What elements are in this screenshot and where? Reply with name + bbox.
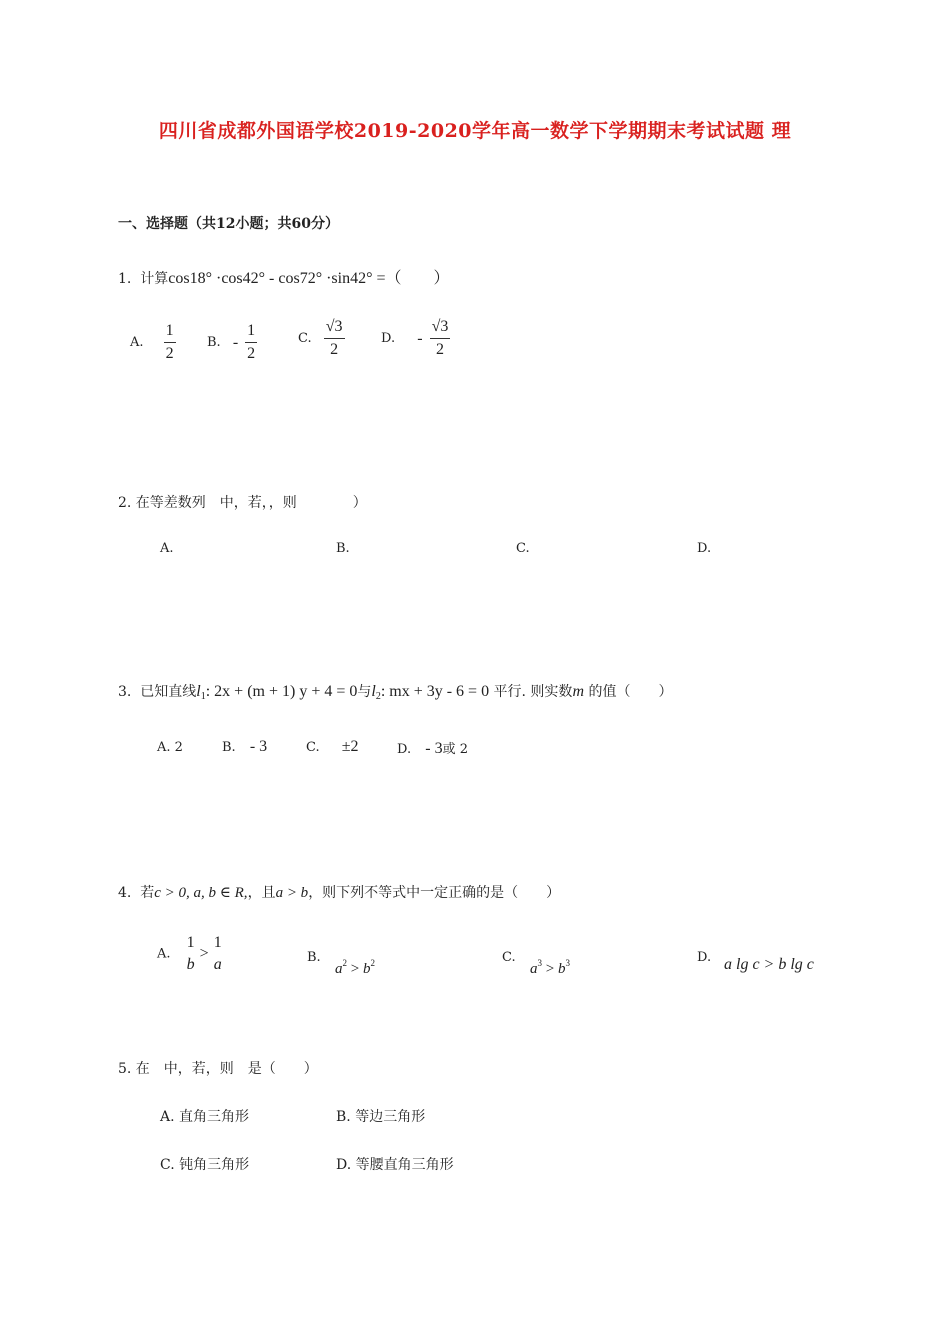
numerator: √3 (325, 318, 343, 335)
question-number: 1. (118, 271, 132, 287)
denominator: 2 (324, 338, 345, 359)
numerator: 1 (213, 934, 222, 951)
denominator: b (186, 956, 195, 973)
fraction (245, 322, 257, 363)
option-label: D. (381, 331, 396, 346)
denominator: a (213, 956, 222, 973)
connector-text: 与 (357, 684, 372, 700)
numerator: 1 (186, 934, 195, 951)
line-l1: l (196, 683, 201, 700)
question-1 (118, 265, 450, 288)
fraction (185, 934, 197, 974)
connector-text: ，且 (247, 885, 276, 901)
option-tail: 或 2 (442, 742, 468, 757)
condition: c > 0, a, b ∈ R, (154, 885, 248, 901)
variable: b (362, 961, 371, 977)
fraction (324, 318, 345, 359)
condition-2: a > b (275, 885, 309, 901)
q1-option-a (130, 322, 179, 363)
q1-option-c (298, 318, 348, 359)
subscript: 1 (200, 691, 206, 702)
denominator: 2 (164, 342, 176, 363)
denominator: 2 (430, 338, 451, 359)
numerator: 1 (165, 322, 174, 339)
question-number: 4. (118, 885, 132, 901)
numerator: 1 (247, 322, 256, 339)
q3-option-a: A. 2 (157, 740, 183, 755)
q5-option-d: D. 等腰直角三角形 (336, 1157, 454, 1173)
option-label: C. (298, 331, 312, 346)
q4-option-d: a lg c > b lg c (724, 956, 814, 973)
q2-option-b: B. (336, 541, 350, 556)
q2-option-c: C. (516, 541, 530, 556)
option-label: D. (397, 742, 412, 757)
minus-sign: - (232, 333, 239, 351)
option-label: A. (130, 335, 144, 350)
option-label: C. (306, 740, 320, 755)
document-title: 四川省成都外国语学校2019-2020学年高一数学下学期期末考试试题 理 (158, 120, 792, 142)
q5-option-c: C. 钝角三角形 (160, 1157, 250, 1173)
exponent: 3 (565, 958, 570, 968)
minus-sign: - (417, 329, 423, 347)
q4-option-c-label: C. (502, 950, 516, 965)
option-value: - 3 (425, 740, 443, 757)
question-stem: 若 (140, 885, 155, 901)
equation-1: : 2x + (m + 1) y + 4 = 0 (205, 683, 358, 700)
variable-m: m (572, 683, 584, 700)
denominator: 2 (245, 342, 257, 363)
fraction (164, 322, 176, 363)
question-stem: 已知直线 (140, 684, 197, 700)
option-label: B. (222, 740, 236, 755)
variable: b (557, 961, 566, 977)
question-expression: cos18° ·cos42° - cos72° ·sin42° =（ ） (168, 270, 450, 287)
q3-option-c (306, 738, 359, 756)
q4-option-c (530, 958, 570, 978)
exponent: 3 (537, 958, 542, 968)
q4-option-b (335, 958, 375, 978)
question-number: 3. (118, 684, 132, 700)
question-tail-2: 的值（ ） (588, 684, 673, 700)
option-value: - 3 (249, 738, 268, 755)
q1-option-d (381, 318, 453, 359)
greater-than: > (199, 945, 209, 962)
line-l2: l (371, 683, 376, 700)
q3-option-d (397, 738, 468, 758)
variable: a (335, 961, 343, 977)
q3-option-b (222, 738, 267, 756)
equation-2: : mx + 3y - 6 = 0 (380, 683, 490, 700)
question-tail: 平行. 则实数 (493, 684, 573, 700)
q4-option-b-label: B. (307, 950, 321, 965)
option-label: A. (157, 946, 171, 962)
subscript: 2 (375, 691, 381, 702)
q2-option-a: A. (160, 541, 174, 556)
question-tail: ，则下列不等式中一定正确的是（ ） (308, 885, 561, 901)
q4-option-d-label: D. (697, 950, 712, 965)
operator: > (542, 961, 558, 977)
question-4 (118, 882, 560, 902)
numerator: √3 (431, 318, 449, 335)
operator: > (347, 961, 363, 977)
q2-option-d: D. (697, 541, 712, 556)
q5-option-b: B. 等边三角形 (336, 1109, 426, 1125)
question-2: 2. 在等差数列 中，若，，则 ） (118, 495, 367, 511)
q1-option-b (207, 322, 260, 363)
exponent: 2 (370, 958, 375, 968)
section-heading: 一、选择题（共12小题；共60分） (118, 216, 339, 232)
question-5: 5. 在 中，若，则 是（ ） (118, 1061, 318, 1077)
q5-option-a: A. 直角三角形 (160, 1109, 250, 1125)
fraction (212, 934, 224, 974)
option-label: B. (207, 335, 221, 350)
fraction (430, 318, 451, 359)
variable: a (530, 961, 538, 977)
question-stem: 计算 (140, 271, 169, 287)
question-3 (118, 681, 672, 702)
exponent: 2 (342, 958, 347, 968)
option-value: ±2 (341, 738, 359, 755)
q4-option-a (157, 934, 227, 974)
